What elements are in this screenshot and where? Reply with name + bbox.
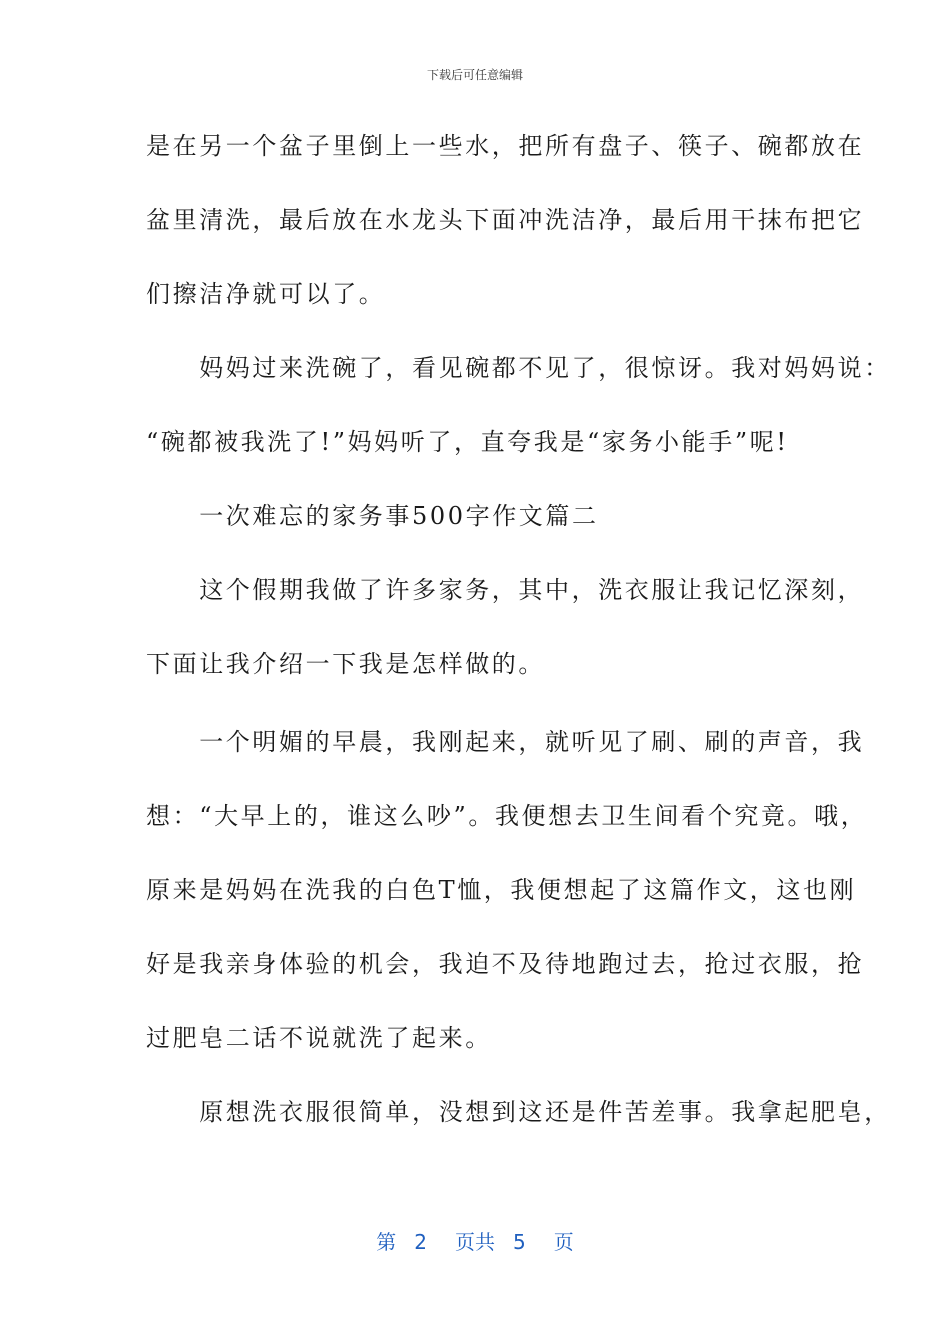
footer-total-pages: 5 [513,1230,526,1254]
text-line: 是在另一个盆子里倒上一些水，把所有盘子、筷子、碗都放在 [146,132,865,160]
text-line: “碗都被我洗了!”妈妈听了，直夸我是“家务小能手”呢! [146,428,789,456]
footer-current-page: 2 [414,1230,427,1254]
text-line: 过肥皂二话不说就洗了起来。 [146,1024,492,1052]
footer-label-of: 页共 [455,1230,495,1254]
text-line: 下面让我介绍一下我是怎样做的。 [146,650,545,678]
text-line: 好是我亲身体验的机会，我迫不及待地跑过去，抢过衣服，抢 [146,950,865,978]
footer-label-end: 页 [553,1230,574,1254]
text-line: 这个假期我做了许多家务，其中，洗衣服让我记忆深刻， [146,576,865,604]
text-line: 原想洗衣服很简单，没想到这还是件苦差事。我拿起肥皂， [146,1098,891,1126]
text-line: 想：“大早上的，谁这么吵”。我便想去卫生间看个究竟。哦， [146,802,868,830]
text-line: 们擦洁净就可以了。 [146,280,386,308]
page-footer [0,1226,950,1255]
page-header: 下载后可任意编辑 [426,68,523,82]
text-line: 一个明媚的早晨，我刚起来，就听见了刷、刷的声音，我 [146,728,865,756]
section-heading: 一次难忘的家务事500字作文篇二 [146,502,599,530]
footer-label-page: 第 [376,1230,397,1254]
text-line: 原来是妈妈在洗我的白色T恤，我便想起了这篇作文，这也刚 [146,876,857,904]
text-line: 妈妈过来洗碗了，看见碗都不见了，很惊讶。我对妈妈说： [146,354,891,382]
text-line: 盆里清洗，最后放在水龙头下面冲洗洁净，最后用干抹布把它 [146,206,865,234]
